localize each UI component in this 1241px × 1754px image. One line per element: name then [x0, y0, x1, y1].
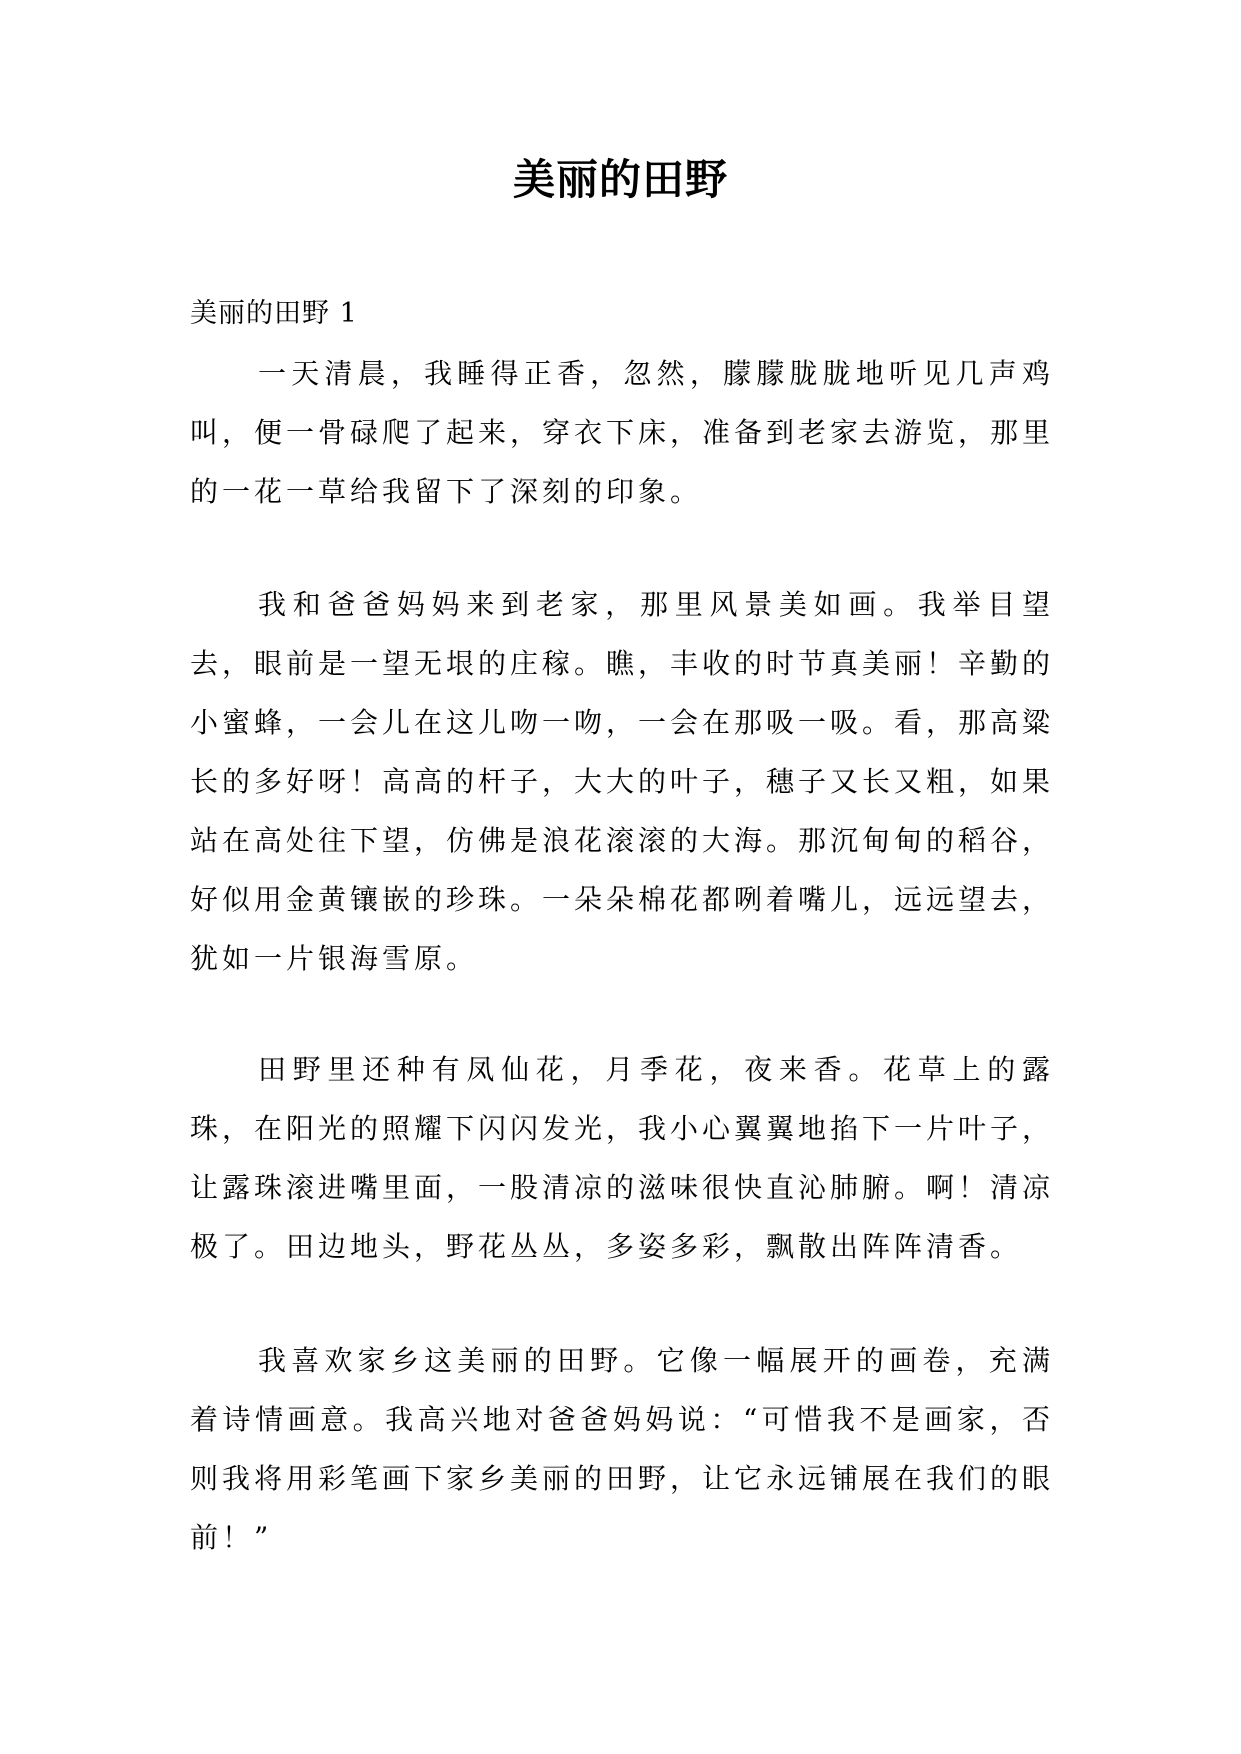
document-title: 美丽的田野 — [512, 155, 728, 204]
paragraph-3: 田野里还种有凤仙花，月季花，夜来香。花草上的露珠，在阳光的照耀下闪闪发光，我小心翼翼地掐下一片叶子，让露珠滚进嘴里面，一股清凉的滋味很快直沁肺腑。啊！清凉极了。田边地头，野花丛丛，多姿多彩，飘散出阵阵清香。 — [190, 1053, 1055, 1263]
paragraph-4: 我喜欢家乡这美丽的田野。它像一幅展开的画卷，充满着诗情画意。我高兴地对爸爸妈妈说：“可惜我不是画家，否则我将用彩笔画下家乡美丽的田野，让它永远铺展在我们的眼前！” — [190, 1344, 1055, 1554]
section-heading: 美丽的田野 1 — [190, 298, 358, 329]
paragraph-2: 我和爸爸妈妈来到老家，那里风景美如画。我举目望去，眼前是一望无垠的庄稼。瞧，丰收的时节真美丽！辛勤的小蜜蜂，一会儿在这儿吻一吻，一会在那吸一吸。看，那高粱长的多好呀！高高的杆子，大大的叶子，穗子又长又粗，如果站在高处往下望，仿佛是浪花滚滚的大海。那沉甸甸的稻谷，好似用金黄镶嵌的珍珠。一朵朵棉花都咧着嘴儿，远远望去，犹如一片银海雪原。 — [190, 588, 1055, 975]
paragraph-1: 一天清晨，我睡得正香，忽然，朦朦胧胧地听见几声鸡叫，便一骨碌爬了起来，穿衣下床，准备到老家去游览，那里的一花一草给我留下了深刻的印象。 — [190, 357, 1055, 508]
